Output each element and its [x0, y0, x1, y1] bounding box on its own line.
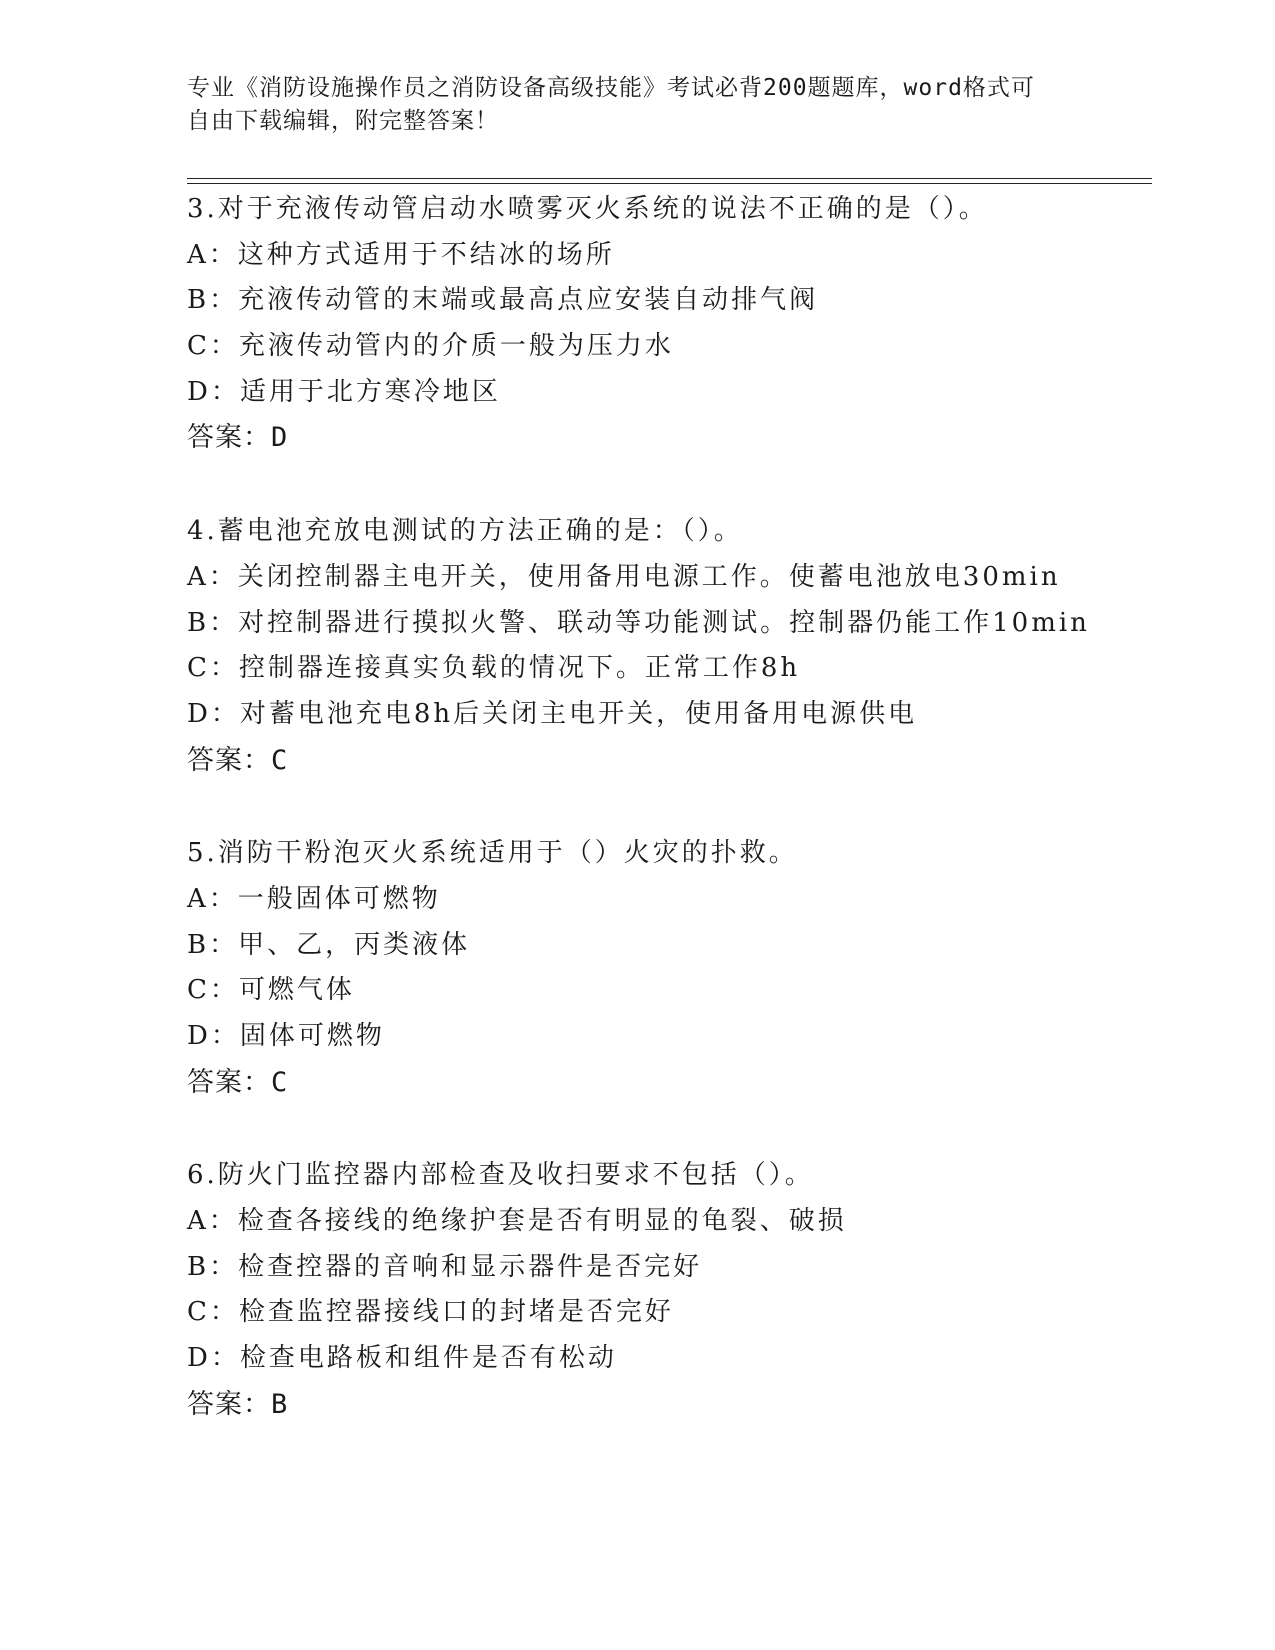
question-stem: 6.防火门监控器内部检查及收扫要求不包括（）。 [187, 1160, 814, 1191]
question-5 [187, 831, 1187, 1105]
option-b: B：充液传动管的末端或最高点应安装自动排气阀 [187, 285, 819, 316]
option-b: B：对控制器进行摸拟火警、联动等功能测试。控制器仍能工作10min [187, 607, 1090, 638]
question-stem: 4.蓄电池充放电测试的方法正确的是：（）。 [187, 516, 743, 547]
option-a: A：检查各接线的绝缘护套是否有明显的龟裂、破损 [187, 1206, 847, 1237]
option-d: D：固体可燃物 [187, 1021, 385, 1051]
header-line-1: 专业《消防设施操作员之消防设备高级技能》考试必背200题题库，word格式可 [187, 75, 1035, 101]
option-c: C：可燃气体 [187, 975, 355, 1006]
question-4 [187, 509, 1187, 783]
option-d: D：检查电路板和组件是否有松动 [187, 1343, 617, 1374]
option-d: D：对蓄电池充电8h后关闭主电开关，使用备用电源供电 [187, 698, 918, 729]
option-a: A：这种方式适用于不结冰的场所 [187, 239, 615, 270]
header-divider-top [187, 178, 1152, 179]
question-stem: 5.消防干粉泡灭火系统适用于（）火灾的扑救。 [187, 838, 798, 869]
option-b: B：甲、乙，丙类液体 [187, 929, 471, 960]
answer-text: 答案：C [187, 1066, 289, 1098]
option-a: A：关闭控制器主电开关，使用备用电源工作。使蓄电池放电30min [187, 561, 1061, 592]
option-b: B：检查控器的音响和显示器件是否完好 [187, 1251, 703, 1282]
answer-text: 答案：D [187, 422, 289, 454]
option-c: C：充液传动管内的介质一般为压力水 [187, 331, 674, 362]
header-divider-bottom [187, 183, 1152, 184]
answer-text: 答案：C [187, 744, 289, 776]
answer-text: 答案：B [187, 1388, 289, 1420]
document-header [187, 72, 1087, 138]
option-a: A：一般固体可燃物 [187, 883, 441, 914]
question-3 [187, 187, 1187, 461]
question-list [187, 187, 1187, 1476]
question-stem: 3.对于充液传动管启动水喷雾灭火系统的说法不正确的是（）。 [187, 194, 988, 224]
option-d: D：适用于北方寒冷地区 [187, 376, 501, 407]
question-6 [187, 1153, 1187, 1427]
option-c: C：检查监控器接线口的封堵是否完好 [187, 1297, 674, 1328]
header-line-2: 自由下载编辑，附完整答案！ [187, 108, 499, 134]
option-c: C：控制器连接真实负载的情况下。正常工作8h [187, 653, 801, 684]
